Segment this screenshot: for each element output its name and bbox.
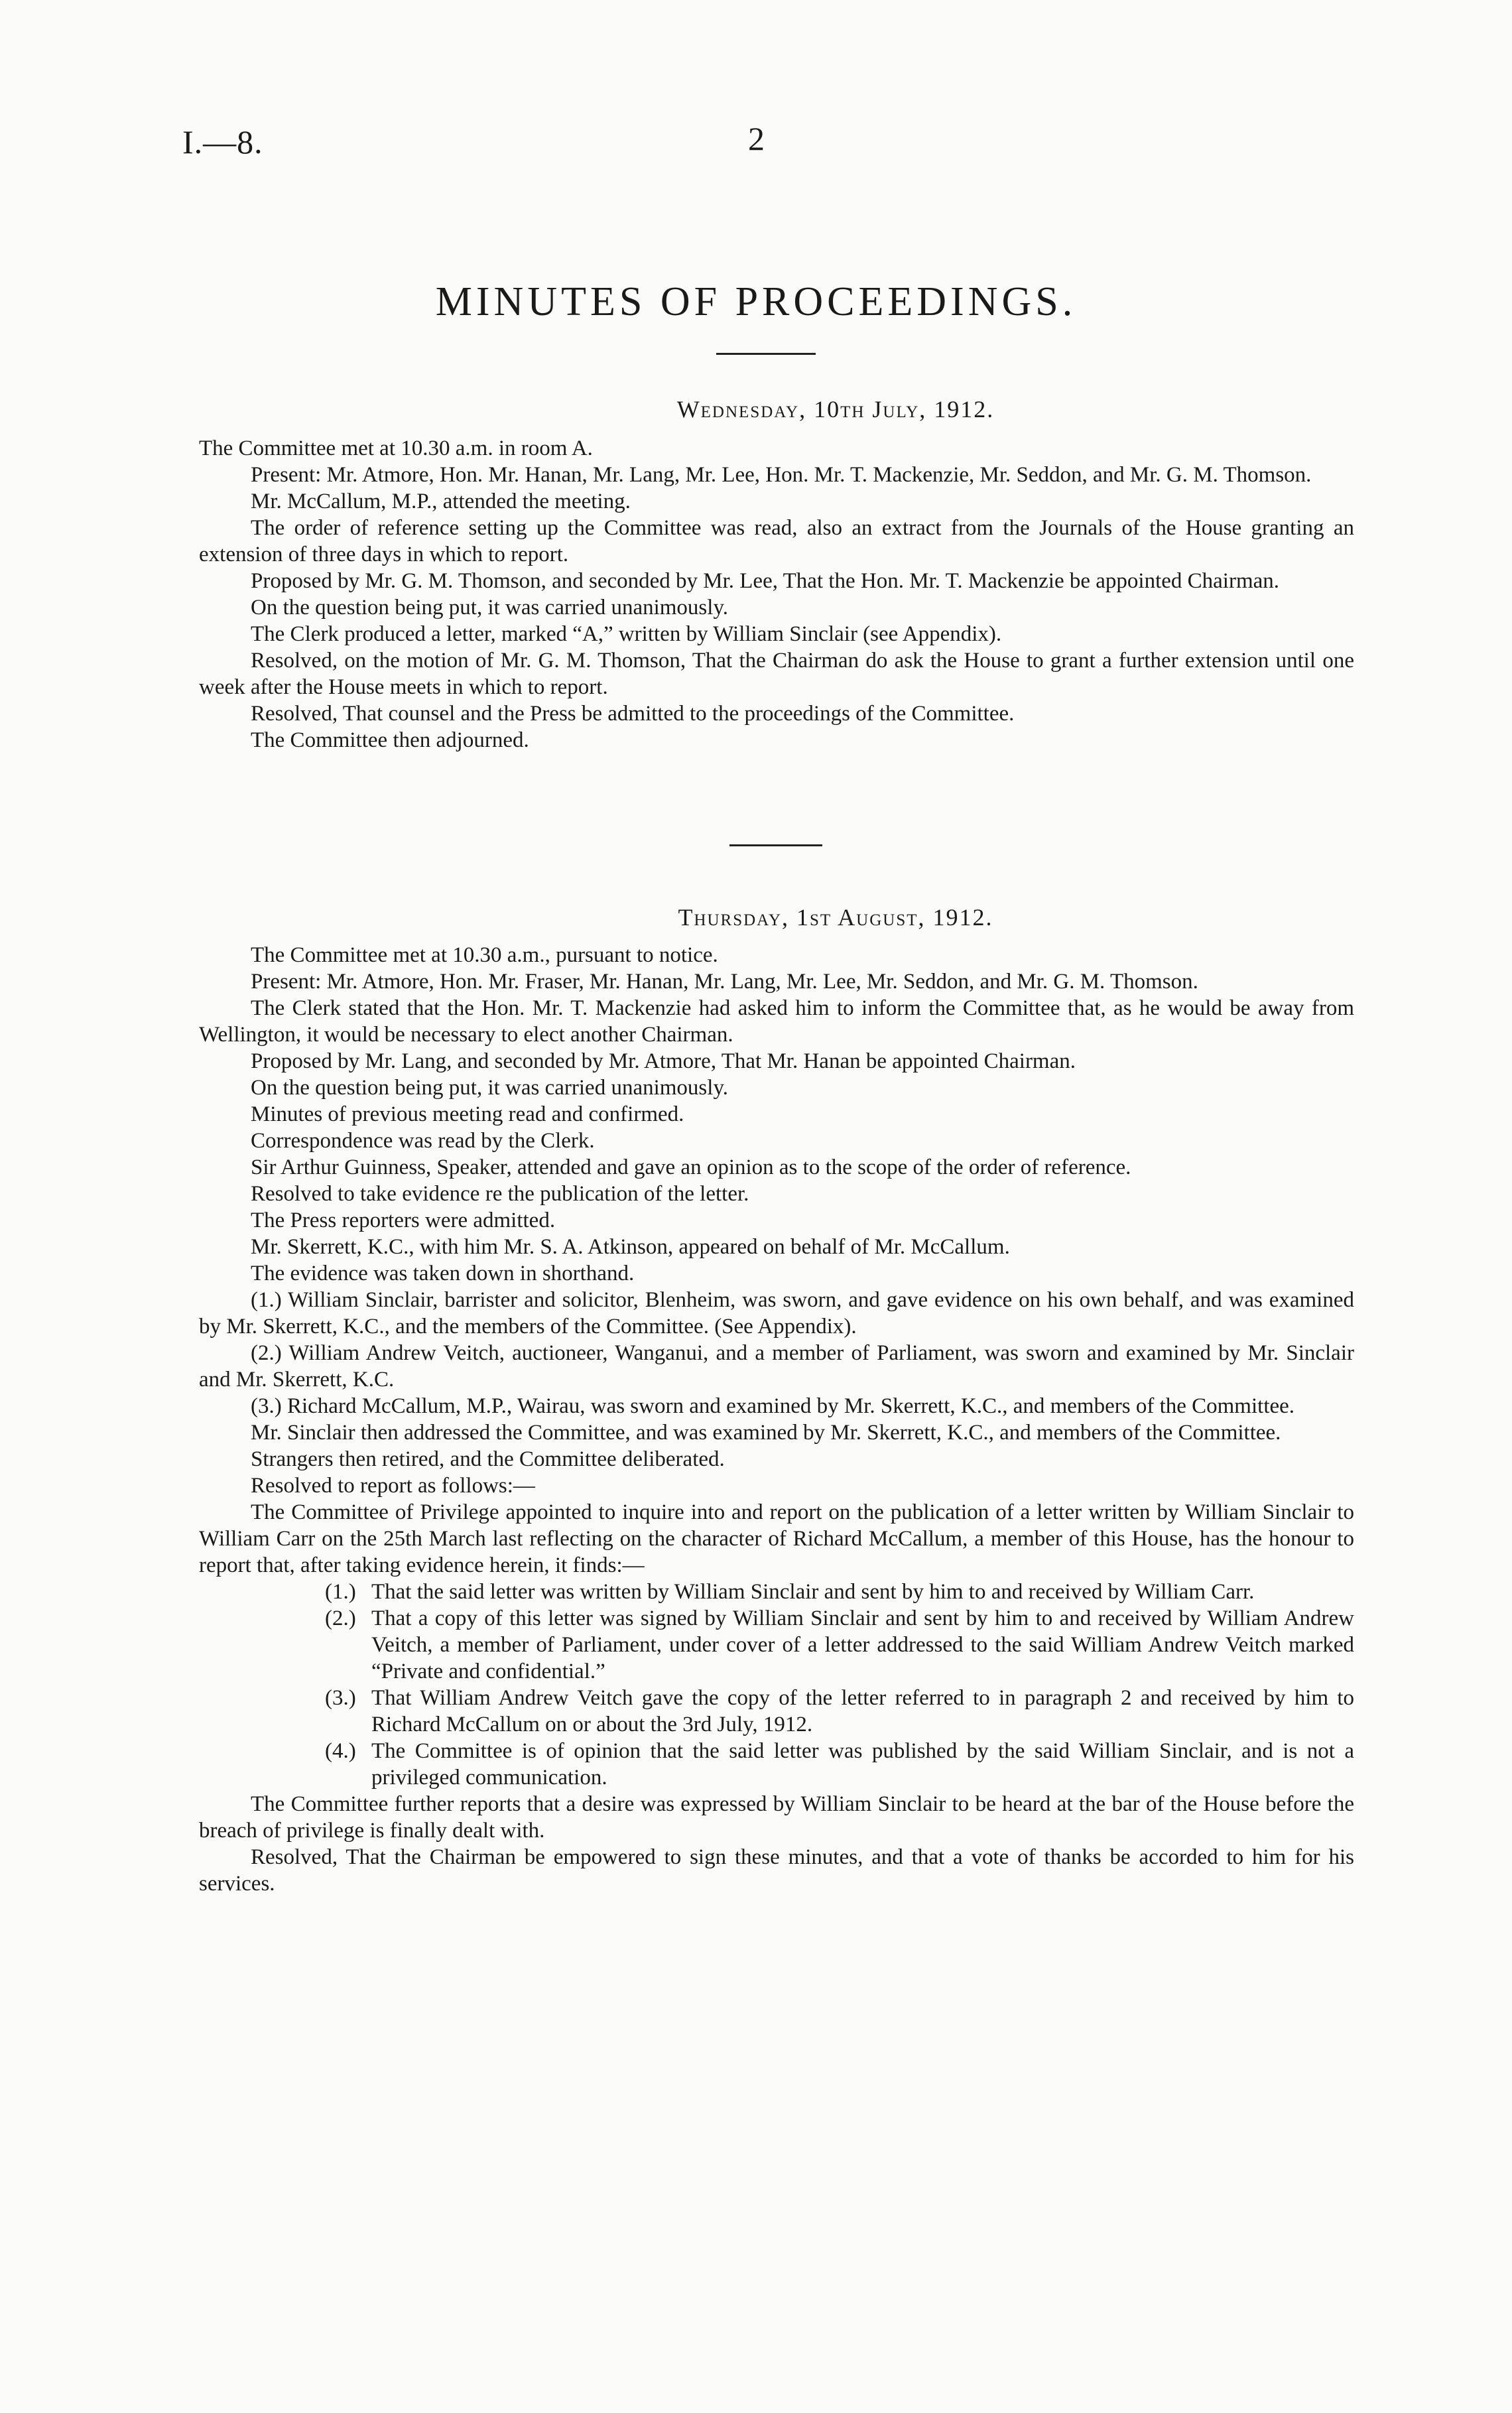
finding-number: (2.)	[325, 1606, 356, 1630]
paragraph: Mr. Skerrett, K.C., with him Mr. S. A. Atkinson, appeared on behalf of Mr. McCallum.	[251, 1235, 1010, 1259]
paragraph: Resolved, That the Chairman be empowered to sign these minutes, and that a vote of thanks be accorded to him for his services.	[199, 1845, 1354, 1896]
paragraph: Resolved to take evidence re the publication of the letter.	[251, 1182, 749, 1206]
finding-item	[325, 1738, 1354, 1791]
finding-text: That the said letter was written by William Sinclair and sent by him to and received by William Carr.	[371, 1580, 1255, 1604]
page-number: 2	[748, 120, 765, 157]
meeting-1-date: Wednesday, 10th July, 1912.	[676, 396, 995, 423]
paragraph: Resolved to report as follows:—	[251, 1474, 535, 1498]
paragraph: The order of reference setting up the Committee was read, also an extract from the Journals of the House granting an extension of three days in which to report.	[199, 516, 1354, 566]
meeting-2-minutes	[199, 942, 1354, 1897]
meeting-1-minutes	[199, 435, 1354, 753]
finding-text: That a copy of this letter was signed by William Sinclair and sent by him to and received by William Andrew Veitch, a member of Parliament, under cover of a letter addressed to the said William Andrew Veitch marked “Private and confidential.”	[371, 1606, 1354, 1683]
finding-item	[325, 1579, 1354, 1605]
paragraph: Present: Mr. Atmore, Hon. Mr. Fraser, Mr. Hanan, Mr. Lang, Mr. Lee, Mr. Seddon, and Mr. G. M. Thomson.	[251, 970, 1198, 994]
paragraph: Correspondence was read by the Clerk.	[251, 1129, 595, 1153]
paragraph: (1.) William Sinclair, barrister and solicitor, Blenheim, was sworn, and gave evidence on his own behalf, and was examined by Mr. Skerrett, K.C., and the members of the Committee. (See Appendix).	[199, 1288, 1354, 1338]
finding-number: (3.)	[325, 1686, 356, 1710]
paragraph: Strangers then retired, and the Committee deliberated.	[251, 1447, 725, 1471]
document-code: I.—8.	[182, 123, 263, 161]
finding-number: (1.)	[325, 1580, 356, 1604]
paragraph: On the question being put, it was carried unanimously.	[251, 596, 729, 620]
finding-text: That William Andrew Veitch gave the copy of the letter referred to in paragraph 2 and received by him to Richard McCallum on or about the 3rd July, 1912.	[371, 1686, 1354, 1736]
paragraph: Minutes of previous meeting read and confirmed.	[251, 1102, 684, 1126]
finding-text: The Committee is of opinion that the said letter was published by the said William Sinclair, and is not a privileged communication.	[371, 1739, 1354, 1790]
paragraph: Mr. McCallum, M.P., attended the meeting.	[251, 489, 631, 513]
paragraph: Proposed by Mr. Lang, and seconded by Mr. Atmore, That Mr. Hanan be appointed Chairman.	[251, 1049, 1076, 1073]
finding-item	[325, 1685, 1354, 1738]
paragraph: The Committee met at 10.30 a.m., pursuant to notice.	[251, 943, 718, 967]
paragraph: The Committee of Privilege appointed to inquire into and report on the publication of a letter written by William Sinclair to William Carr on the 25th March last reflecting on the character of Richard McCallum, a member of this House, has the honour to report that, after taking evidence herein, it finds:—	[199, 1500, 1354, 1577]
paragraph: The evidence was taken down in shorthand.	[251, 1262, 635, 1285]
finding-number: (4.)	[325, 1739, 356, 1763]
meeting-2-date: Thursday, 1st August, 1912.	[678, 904, 993, 931]
paragraph: On the question being put, it was carried unanimously.	[251, 1076, 729, 1100]
paragraph: Proposed by Mr. G. M. Thomson, and seconded by Mr. Lee, That the Hon. Mr. T. Mackenzie be appointed Chairman.	[251, 569, 1280, 593]
paragraph: (3.) Richard McCallum, M.P., Wairau, was sworn and examined by Mr. Skerrett, K.C., and members of the Committee.	[251, 1394, 1295, 1418]
title-divider	[716, 353, 816, 355]
paragraph: Sir Arthur Guinness, Speaker, attended and gave an opinion as to the scope of the order of reference.	[251, 1155, 1131, 1179]
paragraph: Mr. Sinclair then addressed the Committee, and was examined by Mr. Skerrett, K.C., and members of the Committee.	[251, 1421, 1281, 1445]
section-divider	[729, 844, 822, 846]
paragraph: Resolved, on the motion of Mr. G. M. Thomson, That the Chairman do ask the House to grant a further extension until one week after the House meets in which to report.	[199, 649, 1354, 699]
paragraph: The Clerk produced a letter, marked “A,” written by William Sinclair (see Appendix).	[251, 622, 1002, 646]
paragraph: The Committee met at 10.30 a.m. in room A.	[199, 436, 593, 460]
finding-item	[325, 1605, 1354, 1685]
paragraph: The Committee then adjourned.	[251, 728, 529, 752]
paragraph: (2.) William Andrew Veitch, auctioneer, Wanganui, and a member of Parliament, was sworn and examined by Mr. Sinclair and Mr. Skerrett, K.C.	[199, 1341, 1354, 1392]
paragraph: The Committee further reports that a desire was expressed by William Sinclair to be heard at the bar of the House before the breach of privilege is finally dealt with.	[199, 1792, 1354, 1843]
paragraph: Present: Mr. Atmore, Hon. Mr. Hanan, Mr. Lang, Mr. Lee, Hon. Mr. T. Mackenzie, Mr. Seddon, and Mr. G. M. Thomson.	[251, 463, 1312, 487]
paragraph: The Clerk stated that the Hon. Mr. T. Mackenzie had asked him to inform the Committee that, as he would be away from Wellington, it would be necessary to elect another Chairman.	[199, 996, 1354, 1047]
paragraph: Resolved, That counsel and the Press be admitted to the proceedings of the Committee.	[251, 702, 1015, 726]
paragraph: The Press reporters were admitted.	[251, 1208, 556, 1232]
page-title: MINUTES OF PROCEEDINGS.	[435, 279, 1077, 324]
